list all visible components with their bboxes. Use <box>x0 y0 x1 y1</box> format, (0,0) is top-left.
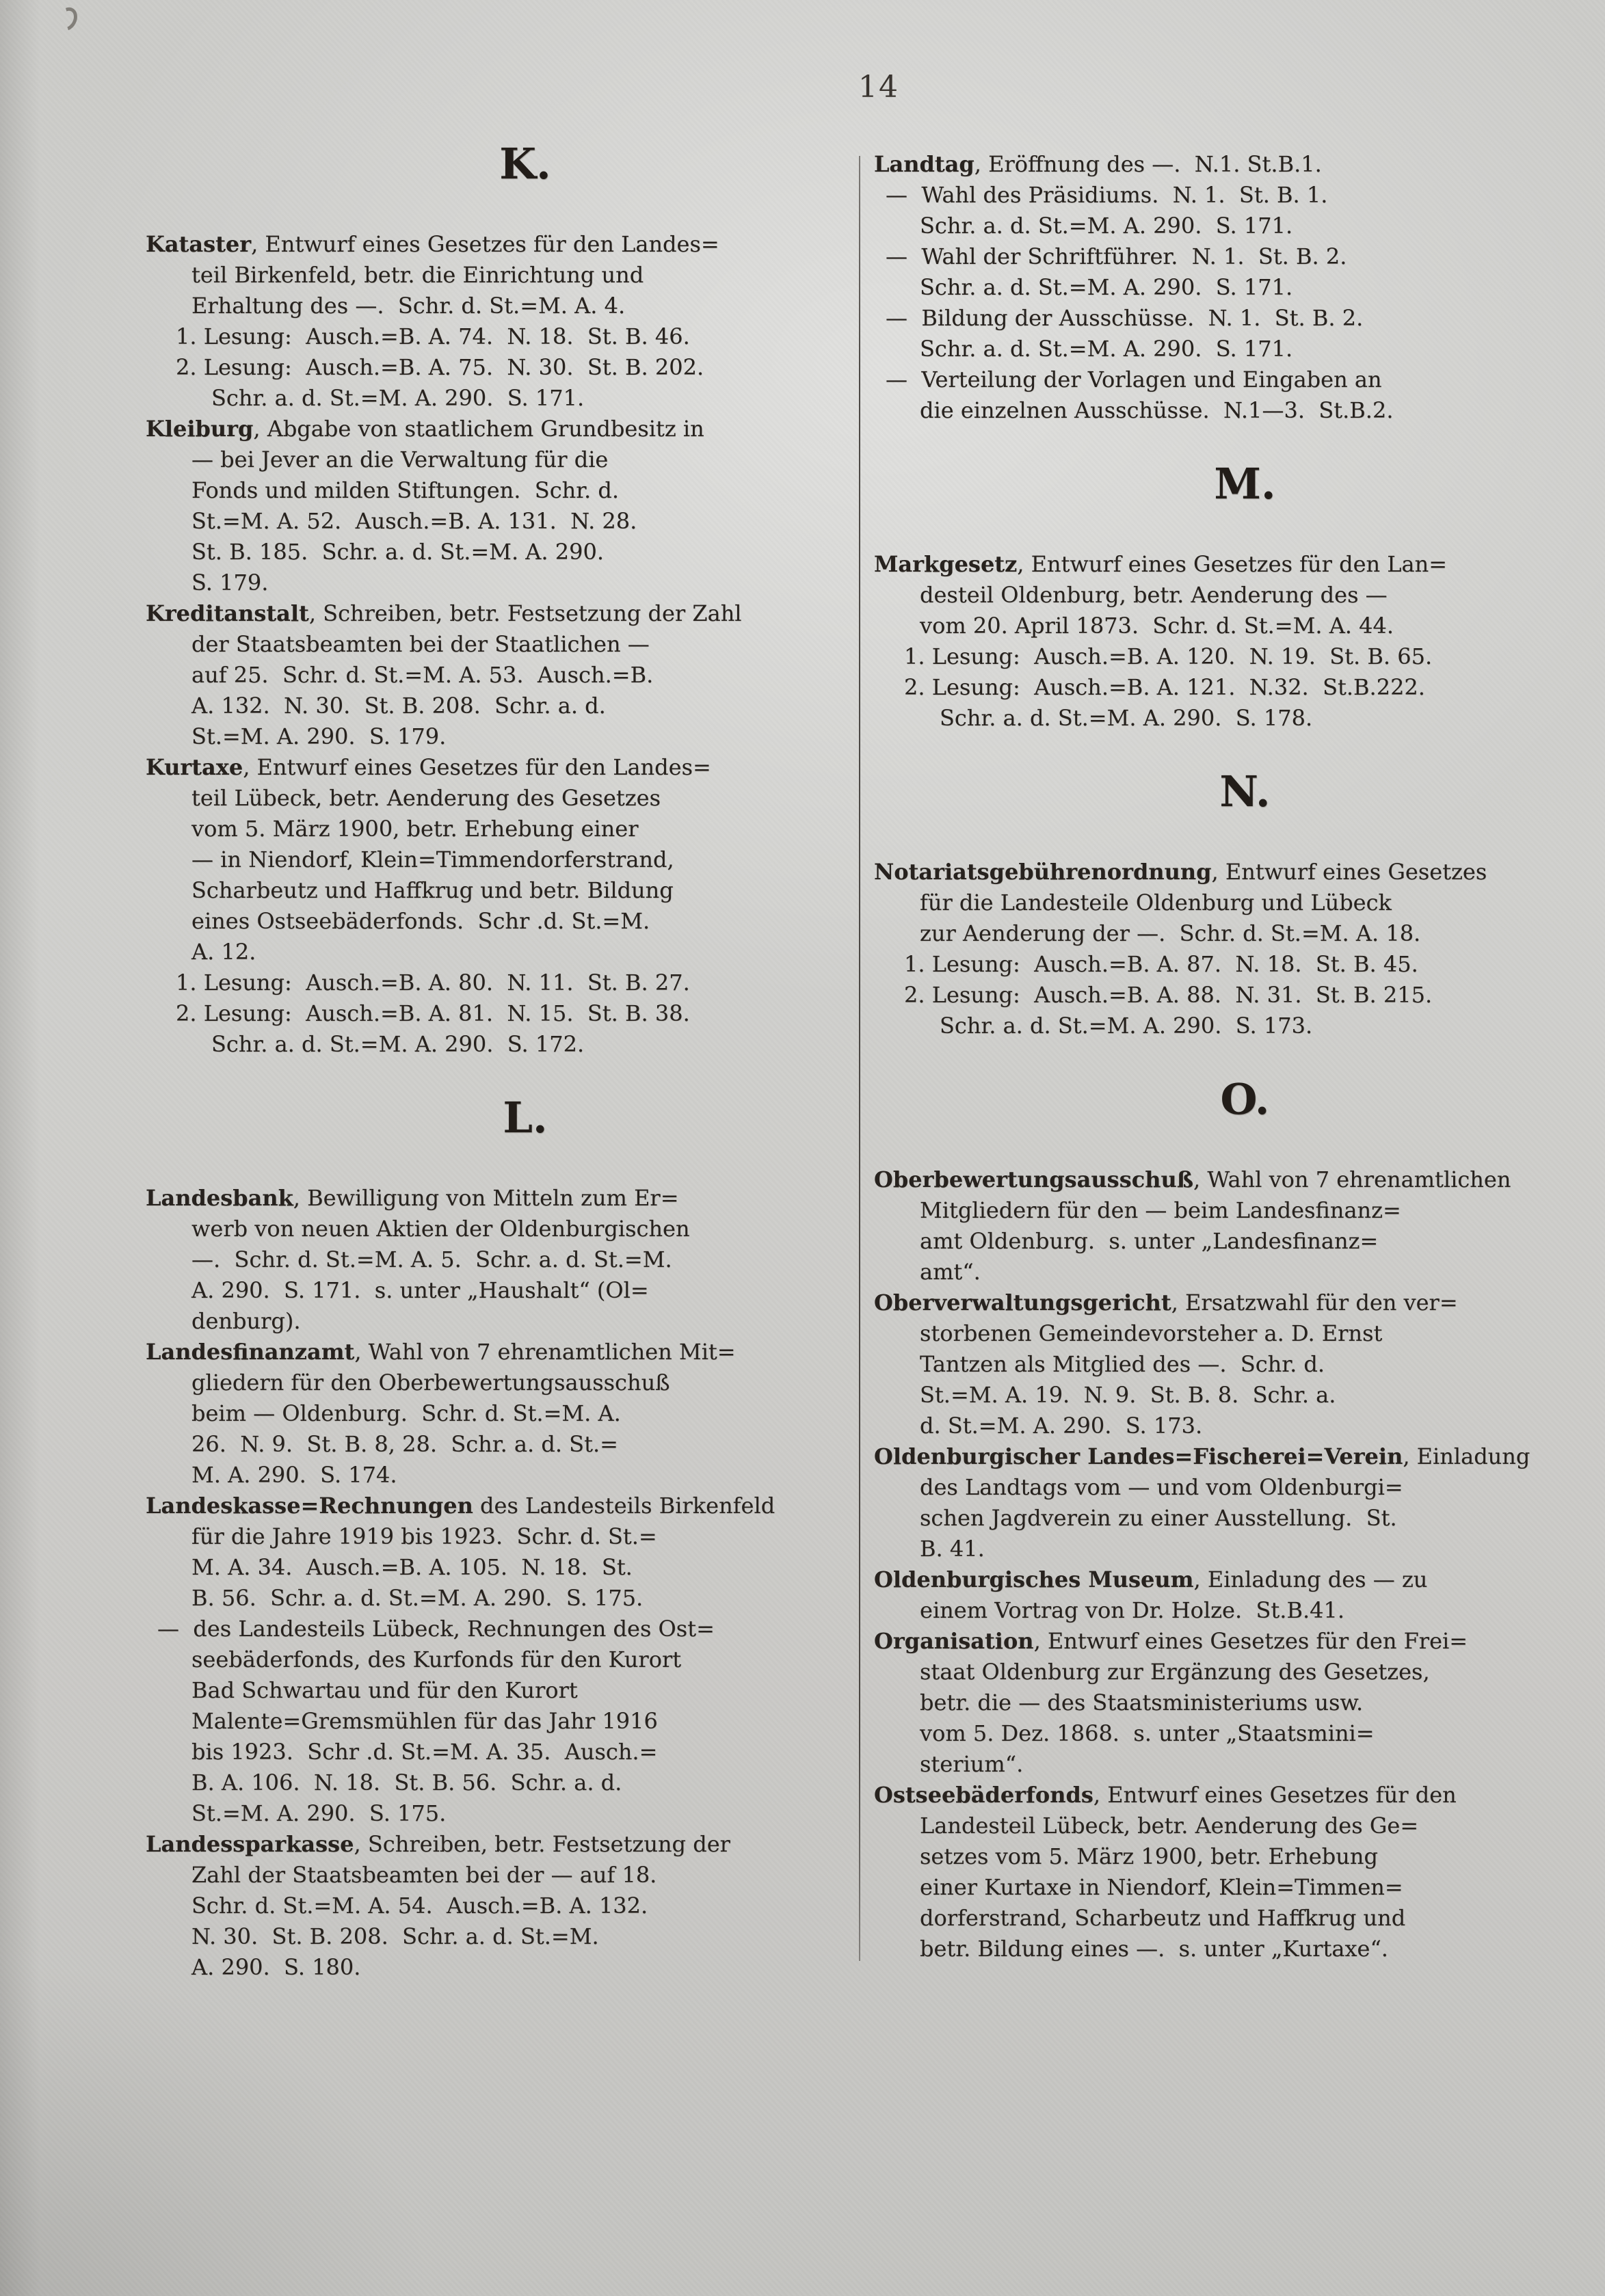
entry-line: A. 290. S. 180. <box>191 1954 361 1980</box>
index-entry <box>146 229 823 414</box>
index-entry <box>874 1780 1520 1964</box>
left-column <box>146 140 823 1983</box>
entry-line: Oldenburgisches Museum, Einladung des — zu <box>874 1566 1428 1592</box>
entry-line: betr. Bildung eines —. s. unter „Kurtaxe“. <box>920 1936 1388 1962</box>
entry-line: Ostseebäderfonds, Entwurf eines Gesetzes für den <box>874 1782 1457 1808</box>
section-heading: N. <box>1219 766 1271 816</box>
entry-line: eines Ostseebäderfonds. Schr .d. St.=M. <box>191 908 650 934</box>
ink-smudge <box>53 4 81 35</box>
entry-line: N. 30. St. B. 208. Schr. a. d. St.=M. <box>191 1923 599 1949</box>
index-section <box>874 149 1520 426</box>
index-section-L <box>146 1094 823 1983</box>
entry-line: 2. Lesung: Ausch.=B. A. 88. N. 31. St. B. 215. <box>904 982 1433 1008</box>
index-entry <box>146 1614 823 1829</box>
index-entry <box>146 598 823 752</box>
entry-line: St.=M. A. 52. Ausch.=B. A. 131. N. 28. <box>191 508 637 534</box>
entry-line: Notariatsgebührenordnung, Entwurf eines Gesetzes <box>874 859 1487 885</box>
entry-line: B. A. 106. N. 18. St. B. 56. Schr. a. d. <box>191 1770 622 1796</box>
entry-line: — Verteilung der Vorlagen und Eingaben an <box>886 366 1382 392</box>
entry-line: A. 12. <box>191 939 256 965</box>
entry-line: M. A. 34. Ausch.=B. A. 105. N. 18. St. <box>191 1554 633 1580</box>
entry-line: 1. Lesung: Ausch.=B. A. 80. N. 11. St. B. 27. <box>176 970 690 996</box>
index-section-M <box>874 460 1520 734</box>
entry-line: vom 20. April 1873. Schr. d. St.=M. A. 44. <box>920 613 1394 639</box>
entry-headword: Markgesetz <box>874 551 1018 577</box>
entry-headword: Landeskasse=Rechnungen <box>146 1493 473 1519</box>
entry-line: Landesfinanzamt, Wahl von 7 ehrenamtlichen Mit= <box>146 1339 736 1365</box>
entry-line: dorferstrand, Scharbeutz und Haffkrug und <box>920 1905 1406 1931</box>
entry-line: A. 290. S. 171. s. unter „Haushalt“ (Ol= <box>191 1277 649 1303</box>
entry-line: einer Kurtaxe in Niendorf, Klein=Timmen= <box>920 1874 1403 1900</box>
entry-line: M. A. 290. S. 174. <box>191 1462 397 1488</box>
entry-line: vom 5. Dez. 1868. s. unter „Staatsmini= <box>920 1720 1375 1746</box>
entry-line: St.=M. A. 290. S. 179. <box>191 723 447 749</box>
index-entry <box>874 1564 1520 1626</box>
index-entry <box>874 1164 1520 1287</box>
entry-line: seebäderfonds, des Kurfonds für den Kurort <box>191 1646 682 1672</box>
entry-line: A. 132. N. 30. St. B. 208. Schr. a. d. <box>191 693 606 719</box>
index-entry <box>874 1626 1520 1780</box>
entry-line: d. St.=M. A. 290. S. 173. <box>920 1413 1203 1439</box>
entry-line: Erhaltung des —. Schr. d. St.=M. A. 4. <box>191 293 626 319</box>
entry-line: Bad Schwartau und für den Kurort <box>191 1677 578 1703</box>
entry-line: amt“. <box>920 1259 981 1285</box>
entry-line: denburg). <box>191 1308 301 1334</box>
entry-line: — bei Jever an die Verwaltung für die <box>191 446 609 472</box>
entry-line: Oberbewertungsausschuß, Wahl von 7 ehrenamtlichen <box>874 1166 1511 1192</box>
entry-line: Landeskasse=Rechnungen des Landesteils Birkenfeld <box>146 1493 775 1519</box>
entry-headword: Landessparkasse <box>146 1831 354 1857</box>
entry-line: Oberverwaltungsgericht, Ersatzwahl für den ver= <box>874 1290 1458 1316</box>
entry-line: Zahl der Staatsbeamten bei der — auf 18. <box>191 1862 657 1888</box>
entry-line: Schr. a. d. St.=M. A. 290. S. 171. <box>920 213 1293 239</box>
entry-headword: Kurtaxe <box>146 754 243 780</box>
entry-line: der Staatsbeamten bei der Staatlichen — <box>191 631 650 657</box>
entry-line: Schr. a. d. St.=M. A. 290. S. 171. <box>920 336 1293 362</box>
entry-line: 2. Lesung: Ausch.=B. A. 75. N. 30. St. B. 202. <box>176 354 704 380</box>
entry-line: Markgesetz, Entwurf eines Gesetzes für den Lan= <box>874 551 1448 577</box>
entry-line: Schr. a. d. St.=M. A. 290. S. 173. <box>940 1013 1313 1039</box>
entry-line: des Landtags vom — und vom Oldenburgi= <box>920 1474 1403 1500</box>
entry-line: — Bildung der Ausschüsse. N. 1. St. B. 2. <box>886 305 1364 331</box>
index-entry <box>146 1829 823 1983</box>
entry-headword: Kreditanstalt <box>146 600 309 626</box>
entry-line: B. 41. <box>920 1536 985 1562</box>
entry-line: B. 56. Schr. a. d. St.=M. A. 290. S. 175. <box>191 1585 644 1611</box>
index-entry <box>146 752 823 1060</box>
entry-line: Schr. d. St.=M. A. 54. Ausch.=B. A. 132. <box>191 1893 648 1919</box>
entry-line: Kurtaxe, Entwurf eines Gesetzes für den Landes= <box>146 754 711 780</box>
entry-line: sterium“. <box>920 1751 1024 1777</box>
index-entry <box>874 549 1520 734</box>
entry-line: beim — Oldenburg. Schr. d. St.=M. A. <box>191 1400 621 1426</box>
index-entry <box>874 149 1520 180</box>
entry-line: Schr. a. d. St.=M. A. 290. S. 171. <box>211 385 585 411</box>
index-entry <box>146 414 823 598</box>
entry-line: St. B. 185. Schr. a. d. St.=M. A. 290. <box>191 539 604 565</box>
index-section-O <box>874 1074 1530 1964</box>
entry-line: einem Vortrag von Dr. Holze. St.B.41. <box>920 1597 1345 1623</box>
entry-headword: Oberverwaltungsgericht <box>874 1290 1171 1316</box>
entry-line: Kleiburg, Abgabe von staatlichem Grundbesitz in <box>146 416 704 442</box>
index-entry <box>146 1491 823 1614</box>
entry-line: gliedern für den Oberbewertungsausschuß <box>191 1370 670 1396</box>
entry-headword: Notariatsgebührenordnung <box>874 859 1212 885</box>
entry-line: zur Aenderung der —. Schr. d. St.=M. A. 18. <box>920 920 1421 946</box>
entry-line: betr. die — des Staatsministeriums usw. <box>920 1690 1364 1716</box>
index-entry <box>874 857 1520 1041</box>
entry-line: amt Oldenburg. s. unter „Landesfinanz= <box>920 1228 1379 1254</box>
entry-line: Malente=Gremsmühlen für das Jahr 1916 <box>191 1708 658 1734</box>
entry-headword: Kleiburg <box>146 416 254 442</box>
entry-line: teil Lübeck, betr. Aenderung des Gesetzes <box>191 785 661 811</box>
entry-headword: Oberbewertungsausschuß <box>874 1166 1194 1192</box>
entry-line: 1. Lesung: Ausch.=B. A. 74. N. 18. St. B. 46. <box>176 323 690 349</box>
entry-line: Oldenburgischer Landes=Fischerei=Verein, Einladung <box>874 1443 1530 1469</box>
entry-line: Landesbank, Bewilligung von Mitteln zum Er= <box>146 1185 679 1211</box>
entry-line: setzes vom 5. März 1900, betr. Erhebung <box>920 1843 1378 1869</box>
section-heading: M. <box>1214 459 1276 509</box>
entry-line: St.=M. A. 290. S. 175. <box>191 1800 447 1826</box>
section-heading: K. <box>499 139 551 189</box>
entry-line: 2. Lesung: Ausch.=B. A. 81. N. 15. St. B. 38. <box>176 1000 690 1026</box>
index-entry <box>874 1441 1530 1564</box>
column-divider <box>859 156 860 1961</box>
entry-line: Scharbeutz und Haffkrug und betr. Bildung <box>191 877 674 903</box>
entry-line: Landtag, Eröffnung des —. N.1. St.B.1. <box>874 151 1322 177</box>
entry-line: Landesteil Lübeck, betr. Aenderung des Ge= <box>920 1813 1419 1839</box>
entry-line: die einzelnen Ausschüsse. N.1—3. St.B.2. <box>920 397 1394 423</box>
entry-headword: Landtag <box>874 151 974 177</box>
entry-headword: Kataster <box>146 231 252 257</box>
entry-line: desteil Oldenburg, betr. Aenderung des — <box>920 582 1388 608</box>
entry-line: Schr. a. d. St.=M. A. 290. S. 172. <box>211 1031 585 1057</box>
entry-line: Tantzen als Mitglied des —. Schr. d. <box>920 1351 1325 1377</box>
entry-line: Organisation, Entwurf eines Gesetzes für den Frei= <box>874 1628 1468 1654</box>
entry-line: Kataster, Entwurf eines Gesetzes für den Landes= <box>146 231 719 257</box>
entry-line: Schr. a. d. St.=M. A. 290. S. 171. <box>920 274 1293 300</box>
entry-line: S. 179. <box>191 570 269 596</box>
entry-line: St.=M. A. 19. N. 9. St. B. 8. Schr. a. <box>920 1382 1336 1408</box>
entry-headword: Organisation <box>874 1628 1034 1654</box>
entry-line: Schr. a. d. St.=M. A. 290. S. 178. <box>940 705 1313 731</box>
entry-headword: Ostseebäderfonds <box>874 1782 1093 1808</box>
entry-line: 1. Lesung: Ausch.=B. A. 87. N. 18. St. B. 45. <box>904 951 1418 977</box>
index-entry <box>874 364 1520 426</box>
entry-line: werb von neuen Aktien der Oldenburgischen <box>191 1216 690 1242</box>
index-section-K <box>146 140 823 1060</box>
entry-headword: Landesfinanzamt <box>146 1339 355 1365</box>
entry-line: schen Jagdverein zu einer Ausstellung. St. <box>920 1505 1397 1531</box>
section-heading: O. <box>1220 1074 1270 1124</box>
entry-line: 2. Lesung: Ausch.=B. A. 121. N.32. St.B.222. <box>904 674 1425 700</box>
entry-line: 26. N. 9. St. B. 8, 28. Schr. a. d. St.= <box>191 1431 618 1457</box>
entry-line: teil Birkenfeld, betr. die Einrichtung und <box>191 262 644 288</box>
entry-line: staat Oldenburg zur Ergänzung des Gesetzes, <box>920 1659 1430 1685</box>
entry-line: — in Niendorf, Klein=Timmendorferstrand, <box>191 846 674 872</box>
entry-line: auf 25. Schr. d. St.=M. A. 53. Ausch.=B. <box>191 662 654 688</box>
index-entry <box>874 1287 1520 1441</box>
entry-line: — Wahl des Präsidiums. N. 1. St. B. 1. <box>886 182 1328 208</box>
entry-line: vom 5. März 1900, betr. Erhebung einer <box>191 816 639 842</box>
entry-line: Landessparkasse, Schreiben, betr. Festsetzung der <box>146 1831 730 1857</box>
page-number: 14 <box>858 70 899 105</box>
entry-line: — Wahl der Schriftführer. N. 1. St. B. 2. <box>886 243 1347 269</box>
entry-headword: Oldenburgischer Landes=Fischerei=Verein <box>874 1443 1403 1469</box>
entry-line: für die Landesteile Oldenburg und Lübeck <box>920 890 1392 916</box>
entry-headword: Landesbank <box>146 1185 293 1211</box>
index-entry <box>874 241 1520 303</box>
index-entry <box>146 1337 823 1491</box>
section-heading: L. <box>503 1093 548 1143</box>
entry-line: bis 1923. Schr .d. St.=M. A. 35. Ausch.= <box>191 1739 658 1765</box>
entry-line: Fonds und milden Stiftungen. Schr. d. <box>191 477 620 503</box>
index-section-N <box>874 768 1520 1041</box>
entry-line: storbenen Gemeindevorsteher a. D. Ernst <box>920 1320 1383 1346</box>
entry-line: für die Jahre 1919 bis 1923. Schr. d. St.= <box>191 1523 657 1549</box>
entry-headword: Oldenburgisches Museum <box>874 1566 1194 1592</box>
entry-line: Kreditanstalt, Schreiben, betr. Festsetzung der Zahl <box>146 600 742 626</box>
index-entry <box>146 1183 823 1337</box>
entry-line: Mitgliedern für den — beim Landesfinanz= <box>920 1197 1401 1223</box>
index-entry <box>874 303 1520 364</box>
entry-line: — des Landesteils Lübeck, Rechnungen des Ost= <box>157 1616 715 1642</box>
right-column <box>874 149 1530 1964</box>
entry-line: 1. Lesung: Ausch.=B. A. 120. N. 19. St. B. 65. <box>904 643 1433 669</box>
entry-line: —. Schr. d. St.=M. A. 5. Schr. a. d. St.=M. <box>191 1246 672 1272</box>
index-entry <box>874 180 1520 241</box>
